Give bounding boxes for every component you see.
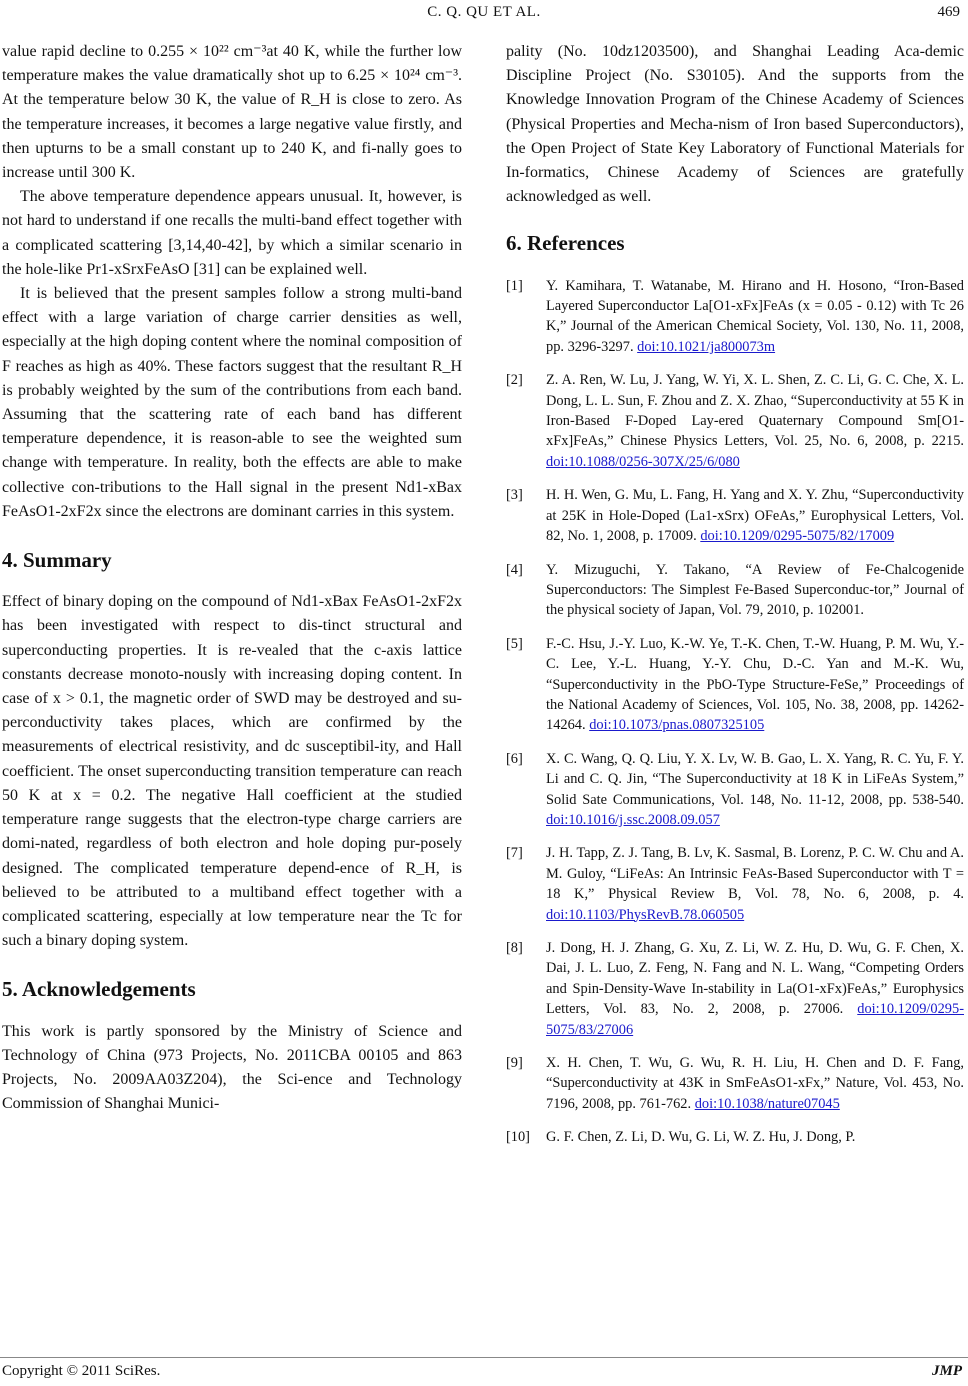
reference-item [506, 560, 964, 621]
reference-doi-link[interactable]: doi:10.1209/0295-5075/82/17009 [700, 528, 895, 545]
reference-text: H. H. Wen, G. Mu, L. Fang, H. Yang and X. Y. Zhu, “Superconductivity at 25K in Hole-Doped (La1-xSrx) OFeAs,” Europhysical Letters, Vol. 82, No. 1, 2008, p. 17009. [546, 487, 964, 545]
reference-number: [5] [506, 635, 523, 652]
references-heading: 6. References [506, 231, 625, 256]
running-header [0, 4, 968, 26]
page-number: 469 [937, 4, 960, 20]
reference-doi-link[interactable]: doi:10.1038/nature07045 [694, 1095, 840, 1112]
reference-item [506, 843, 964, 925]
right-column [506, 40, 964, 1161]
paragraph-hall-values: value rapid decline to 0.255 × 10²² cm⁻³at 40 K, while the further low temperature makes the value dramatically shot up to 6.25 × 10²⁴ cm⁻³. At the temperature below 30 K, the value of R_H is close to zero. As the temperature increases, it becomes a large negative value firstly, and then upturns to be a small constant up to 240 K, and fi-nally goes to increase until 300 K. [2, 43, 462, 182]
reference-doi-link[interactable]: doi:10.1016/j.ssc.2008.09.057 [546, 811, 720, 828]
left-column [2, 40, 462, 1116]
reference-number: [7] [506, 845, 523, 862]
reference-number: [4] [506, 561, 523, 578]
reference-list [506, 276, 964, 1148]
journal-abbreviation: JMP [932, 1363, 962, 1379]
paragraph-multiband-effect: It is believed that the present samples follow a strong multi-band effect with a large variation of charge carrier densities as well, especially at the high doping content where the nominal composition of F reaches as high as 40%. These factors suggest that the resultant R_H is probably weighted by the sum of the contributions from each band. Assuming that the scattering rate of each band has different temperature dependence, it is reason-able to see the weighted sum change with temperature. In reality, both the effects are able to make collective con-tributions to the Hall signal in the present Nd1-xBax FeAsO1-2xF2x since the electrons are dominant carries in this system. [2, 285, 462, 520]
reference-item [506, 1127, 964, 1147]
reference-item [506, 485, 964, 546]
reference-text: J. Dong, H. J. Zhang, G. Xu, Z. Li, W. Z. Hu, D. Wu, G. F. Chen, X. Dai, J. L. Luo, Z. Feng, N. Fang and N. L. Wang, “Competing Orders and Spin-Density-Wave In-stability in La(O1-xFx)FeAs,” Europhysics Letters, Vol. 83, No. 2, 2008, p. 27006. [546, 940, 964, 1018]
reference-doi-link[interactable]: doi:10.1021/ja800073m [637, 338, 776, 355]
reference-item [506, 938, 964, 1040]
copyright-notice: Copyright © 2011 SciRes. [2, 1363, 161, 1379]
reference-text: Y. Mizuguchi, Y. Takano, “A Review of Fe-Chalcogenide Superconductors: The Simplest Fe-Based Superconduc-tor,” Journal of the physical society of Japan, Vol. 79, 2010, p. 102001. [546, 561, 964, 619]
reference-text: X. C. Wang, Q. Q. Liu, Y. X. Lv, W. B. Gao, L. X. Yang, R. C. Yu, F. Y. Li and C. Q. Jin, “The Superconductivity at 18 K in LiFeAs System,” Solid Sate Communications, Vol. 148, No. 11-12, 2008, pp. 538-540. [546, 750, 964, 808]
summary-heading: 4. Summary [2, 548, 112, 573]
running-title: C. Q. QU ET AL. [427, 4, 541, 20]
reference-doi-link[interactable]: doi:10.1073/pnas.0807325105 [589, 717, 765, 734]
reference-text: F.-C. Hsu, J.-Y. Luo, K.-W. Ye, T.-K. Chen, T.-W. Huang, P. M. Wu, Y.-C. Lee, Y.-L. Huang, Y.-Y. Chu, D.-C. Yan and M.-K. Wu, “Superconductivity in the PbO-Type Structure-FeSe,” Proceedings of the National Academy of Sciences, Vol. 105, No. 38, 2008, pp. 14262-14264. [546, 635, 964, 734]
reference-item [506, 634, 964, 736]
summary-paragraph: Effect of binary doping on the compound of Nd1-xBax FeAsO1-2xF2x has been investigated with respect to dis-tinct structural and superconducting properties. It is re-vealed that the c-axis lattice constants decrease monoto-nously with increasing doping content. In case of x > 0.1, the magnetic order of SWD may be destroyed and su-perconductivity takes places, which are confirmed by the measurements of electrical resistivity, and dc susceptibil-ity, and Hall coefficient. The onset superconducting transition temperature can reach 50 K at x = 0.2. The negative Hall coefficient at the studied temperature range suggests that the electron-type charge carriers are domi-nated, regardless of both electron and hole doping pur-posely designed. The complicated temperature depend-ence of R_H, is believed to be attributed to a multiband effect together with a complicated scattering, especially at low temperature near the Tc for such a binary doping system. [2, 593, 462, 950]
reference-text: Z. A. Ren, W. Lu, J. Yang, W. Yi, X. L. Shen, Z. C. Li, G. C. Che, X. L. Dong, L. L. Sun, F. Zhou and Z. X. Zhao, “Superconductivity at 55 K in Iron-Based F-Doped Lay-ered Quaternary Compound Sm[O1-xFx]FeAs,” Chinese Physics Letters, Vol. 25, No. 6, 2008, p. 2215. [546, 372, 964, 450]
footer-divider [0, 1357, 968, 1358]
acknowledgements-continued: pality (No. 10dz1203500), and Shanghai Leading Aca-demic Discipline Project (No. S30105). And the supports from the Knowledge Innovation Program of the Chinese Academy of Sciences (Physical Properties and Mecha-nism of Iron based Superconductors), the Open Project of State Key Laboratory of Functional Materials for In-formatics, Chinese Academy of Sciences are gratefully acknowledged as well. [506, 43, 964, 206]
reference-text: Y. Kamihara, T. Watanabe, M. Hirano and H. Hosono, “Iron-Based Layered Superconductor La[O1-xFx]FeAs (x = 0.05 - 0.12) with Tc 26 K,” Journal of the American Chemical Society, Vol. 130, No. 11, 2008, pp. 3296-3297. [546, 277, 964, 355]
reference-item [506, 1053, 964, 1114]
reference-doi-link[interactable]: doi:10.1103/PhysRevB.78.060505 [546, 906, 745, 923]
reference-number: [6] [506, 750, 523, 767]
acknowledgements-heading: 5. Acknowledgements [2, 977, 196, 1002]
reference-text: X. H. Chen, T. Wu, G. Wu, R. H. Liu, H. Chen and D. F. Fang, “Superconductivity at 43K in SmFeAsO1-xFx,” Nature, Vol. 453, No. 7196, 2008, pp. 761-762. [546, 1055, 964, 1112]
reference-item [506, 276, 964, 358]
reference-text: G. F. Chen, Z. Li, D. Wu, G. Li, W. Z. Hu, J. Dong, P. [546, 1129, 856, 1146]
reference-number: [9] [506, 1055, 523, 1072]
reference-item [506, 370, 964, 472]
reference-number: [8] [506, 940, 523, 956]
reference-number: [3] [506, 487, 523, 504]
reference-number: [10] [506, 1129, 530, 1146]
reference-number: [2] [506, 372, 523, 389]
reference-text: J. H. Tapp, Z. J. Tang, B. Lv, K. Sasmal, B. Lorenz, P. C. W. Chu and A. M. Guloy, “LiFeAs: An Intrinsic FeAs-Based Superconductor with T = 18 K,” Physical Review B, Vol. 78, No. 6, 2008, p. 4. [546, 845, 964, 903]
reference-doi-link[interactable]: doi:10.1209/0295-5075/83/27006 [546, 1001, 964, 1038]
paragraph-temperature-dependence: The above temperature dependence appears unusual. It, however, is not hard to understand if one recalls the multi-band effect together with a complicated scattering [3,14,40-42], by which a similar scenario in the hole-like Pr1-xSrxFeAsO [31] can be explained well. [2, 188, 462, 278]
reference-item [506, 749, 964, 831]
reference-doi-link[interactable]: doi:10.1088/0256-307X/25/6/080 [546, 453, 740, 470]
reference-number: [1] [506, 277, 523, 294]
acknowledgements-paragraph: This work is partly sponsored by the Ministry of Science and Technology of China (973 Projects, No. 2011CBA 00105 and 863 Projects, No. 2009AA03Z204), the Sci-ence and Technology Commission of Shanghai Munici- [2, 1022, 462, 1113]
